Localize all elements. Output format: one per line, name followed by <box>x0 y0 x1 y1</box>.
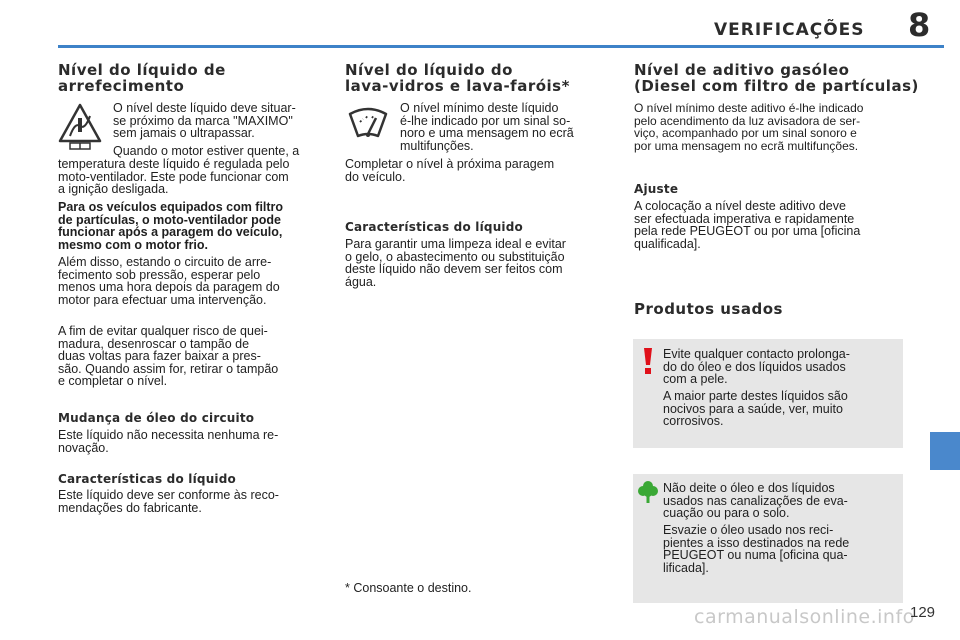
page-number: 129 <box>910 604 936 621</box>
health-warning-text-2: A maior parte destes líquidos são nocivos para a saúde, ver, muito corrosivos. <box>663 389 848 428</box>
washer-characteristics-title: Características do líquido <box>345 220 523 234</box>
particle-filter-note: Para os veículos equipados com filtro de partículas, o moto-ventilador pode funcionar após a paragem do veículo, mesmo com o motor frio. <box>58 200 284 252</box>
coolant-characteristics-text: Este líquido deve ser conforme às reco- mendações do fabricante. <box>58 488 279 515</box>
header-title: VERIFICAÇÕES <box>714 20 865 40</box>
environment-text-2: Esvazie o óleo usado nos reci- pientes a isso destinados na rede PEUGEOT ou numa [oficina qua- lificada]. <box>663 523 850 575</box>
coolant-pressure-text: Além disso, estando o circuito de arre- fecimento sob pressão, esperar pelo menos uma hora depois da paragem do motor para efectuar uma intervenção. <box>58 255 280 307</box>
coolant-warning-icon <box>58 102 102 150</box>
washer-title: Nível do líquido do lava-vidros e lava-faróis* <box>345 61 570 95</box>
coolant-burn-text: A fim de evitar qualquer risco de quei- madura, desenroscar o tampão de duas voltas para fazer baixar a pres- são. Quando assim for, retirar o tampão e completar o nível. <box>58 324 279 388</box>
environment-text-1: Não deite o óleo e dos líquidos usados nas canalizações de eva- cuação ou para o solo. <box>663 481 848 520</box>
coolant-intro: O nível deste líquido deve situar- se próximo da marca "MAXIMO" sem jamais o ultrapassar. <box>113 101 296 140</box>
chapter-number: 8 <box>908 6 931 44</box>
coolant-hot-first-line: Quando o motor estiver quente, a <box>113 144 300 158</box>
oil-change-title: Mudança de óleo do circuito <box>58 411 255 425</box>
washer-characteristics-text: Para garantir uma limpeza ideal e evitar o gelo, o abastecimento ou substituição deste líquido não devem ser feitos com água. <box>345 237 566 289</box>
watermark: carmanualsonline.info <box>694 606 915 628</box>
windscreen-washer-icon <box>346 106 390 142</box>
washer-intro: O nível mínimo deste líquido é-lhe indicado por um sinal so- noro e uma mensagem no ecrã multifunções. <box>400 101 574 153</box>
tree-icon <box>638 480 658 504</box>
oil-change-text: Este líquido não necessita nenhuma re- novação. <box>58 428 279 455</box>
adjust-title: Ajuste <box>634 182 679 196</box>
coolant-hot-text: temperatura deste líquido é regulada pelo moto-ventilador. Este pode funcionar com a ignição desligada. <box>58 157 290 196</box>
header-rule <box>58 45 944 48</box>
coolant-characteristics-title: Características do líquido <box>58 472 236 486</box>
coolant-title: Nível do líquido de arrefecimento <box>58 61 226 95</box>
washer-complete-text: Completar o nível à próxima paragem do veículo. <box>345 157 555 184</box>
products-used-title: Produtos usados <box>634 300 783 318</box>
adjust-text: A colocação a nível deste aditivo deve ser efectuada imperativa e rapidamente pela rede PEUGEOT ou por uma [oficina qualificada]. <box>634 199 861 251</box>
chapter-side-tab <box>930 432 960 470</box>
diesel-additive-intro: O nível mínimo deste aditivo é-lhe indicado pelo acendimento da luz avisadora de ser- viço, acompanhado por um sinal sonoro e por uma mensagem no ecrã multifunções. <box>634 101 864 153</box>
environment-box <box>633 474 903 603</box>
diesel-additive-title: Nível de aditivo gasóleo (Diesel com filtro de partículas) <box>634 61 919 95</box>
health-warning-box <box>633 339 903 448</box>
destination-footnote: * Consoante o destino. <box>345 581 472 595</box>
exclamation-icon <box>641 347 655 375</box>
health-warning-text-1: Evite qualquer contacto prolonga- do do óleo e dos líquidos usados com a pele. <box>663 347 850 386</box>
